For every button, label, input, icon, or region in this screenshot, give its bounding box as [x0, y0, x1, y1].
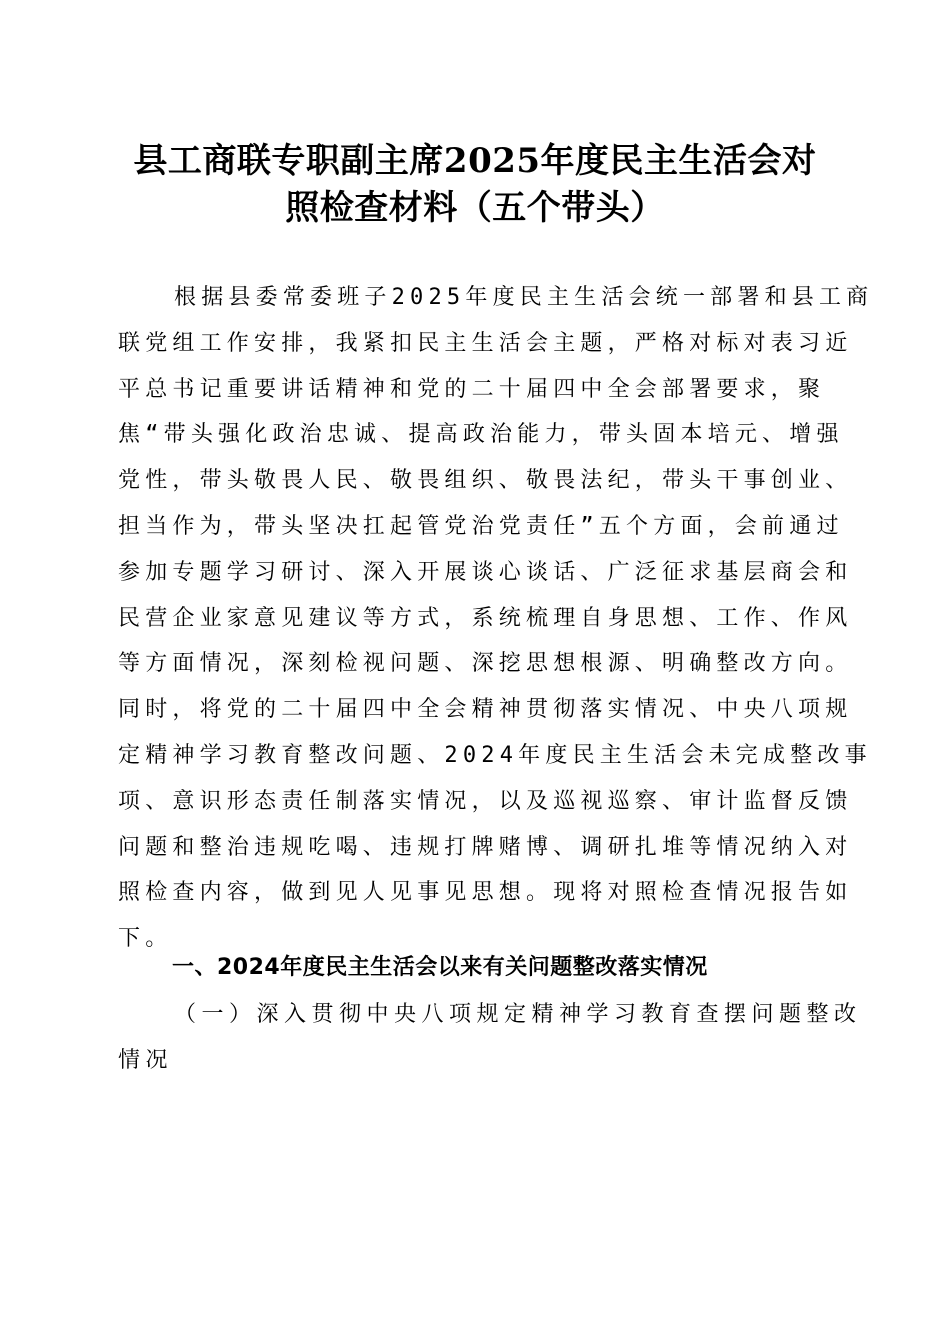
- paragraph-line: 平总书记重要讲话精神和党的二十届四中全会部署要求，聚: [118, 376, 826, 402]
- title-line-1: 县工商联专职副主席2025年度民主生活会对: [133, 141, 817, 181]
- paragraph-line: 党性，带头敬畏人民、敬畏组织、敬畏法纪，带头干事创业、: [118, 468, 853, 494]
- subsection-heading-line-1: （一）深入贯彻中央八项规定精神学习教育查摆问题整改: [174, 1002, 862, 1027]
- paragraph-line: 等方面情况，深刻检视问题、深挖思想根源、明确整改方向。: [118, 651, 853, 677]
- paragraph-line: 根据县委常委班子2025年度民主生活会统一部署和县工商: [174, 285, 874, 310]
- paragraph-line: 参加专题学习研讨、深入开展谈心谈话、广泛征求基层商会和: [118, 559, 853, 585]
- paragraph-line: 项、意识形态责任制落实情况，以及巡视巡察、审计监督反馈: [118, 788, 853, 814]
- paragraph-line: 照检查内容，做到见人见事见思想。现将对照检查情况报告如: [118, 880, 853, 906]
- paragraph-line: 问题和整治违规吃喝、违规打牌赌博、调研扎堆等情况纳入对: [118, 834, 853, 860]
- paragraph-line: 下。: [118, 926, 173, 952]
- intro-paragraph: [118, 275, 874, 962]
- paragraph-line: 同时，将党的二十届四中全会精神贯彻落实情况、中央八项规: [118, 697, 853, 723]
- paragraph-line: 民营企业家意见建议等方式，系统梳理自身思想、工作、作风: [118, 605, 853, 631]
- paragraph-line: 担当作为，带头坚决扛起管党治党责任”五个方面，会前通过: [118, 513, 844, 539]
- document-title: [110, 138, 840, 232]
- subsection-heading-1: [118, 992, 862, 1084]
- paragraph-line: 联党组工作安排，我紧扣民主生活会主题，严格对标对表习近: [118, 330, 853, 356]
- section-heading-1: 一、2024年度民主生活会以来有关问题整改落实情况: [172, 955, 708, 980]
- paragraph-line: 定精神学习教育整改问题、2024年度民主生活会未完成整改事: [118, 742, 872, 768]
- subsection-heading-line-2: 情况: [118, 1048, 174, 1073]
- paragraph-line: 焦“带头强化政治忠诚、提高政治能力，带头固本培元、增强: [118, 422, 844, 448]
- title-line-2: 照检查材料（五个带头）: [285, 188, 665, 228]
